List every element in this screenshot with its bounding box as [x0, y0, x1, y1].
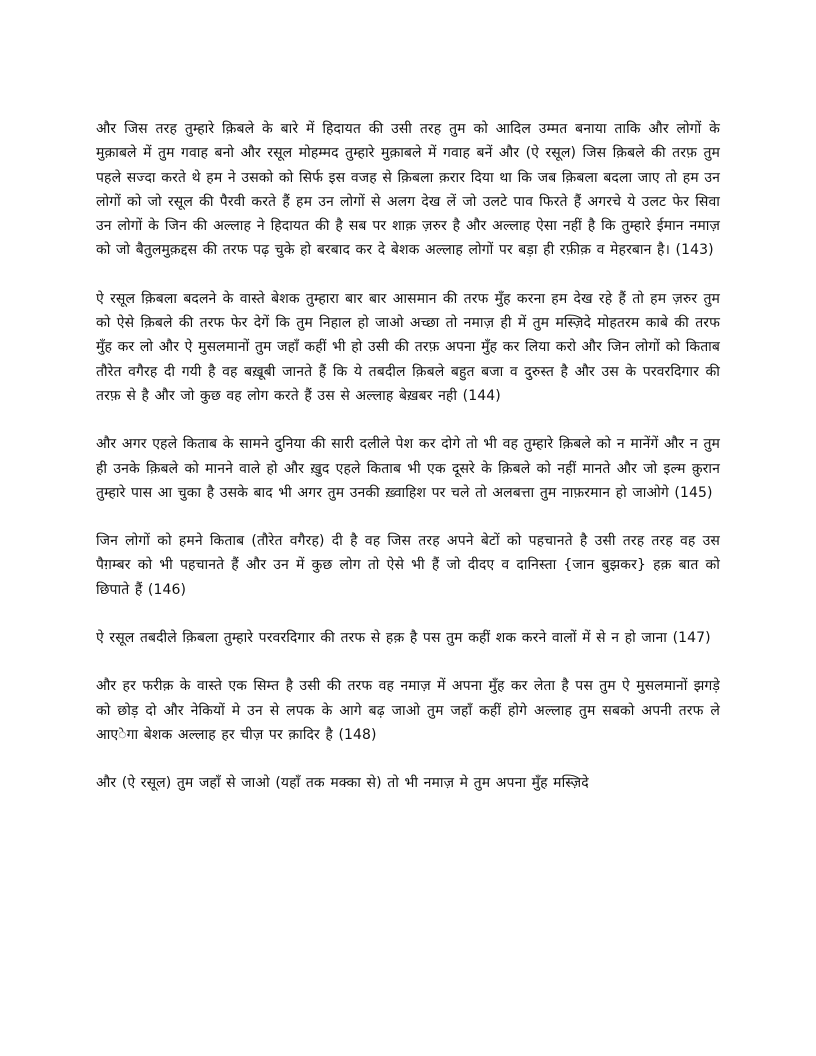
document-page [96, 117, 720, 796]
paragraph-verse-146: जिन लोगों को हमने किताब (तौरेत वगैरह) दी है वह जिस तरह अपने बेटों को पहचानते है उसी तरह तरह वह उस पैग़म्बर को भी पहचानते हैं और उन में कुछ लोग तो ऐसे भी हैं जो दीदए व दानिस्ता {जान बुझकर} हक़ बात को छिपाते हैं (146) [96, 533, 720, 598]
paragraph-verse-144: ऐ रसूल क़िबला बदलने के वास्ते बेशक तुम्हारा बार बार आसमान की तरफ मुँह करना हम देख रहे हैं तो हम ज़रुर तुम को ऐसे क़िबले की तरफ फेर देगें कि तुम निहाल हो जाओ अच्छा तो नमाज़ ही में तुम मस्ज़िदे मोहतरम काबे की तरफ मुँह कर लो और ऐ मुसलमानों तुम जहाँ कहीं भी हो उसी की तरफ़ अपना मुँह कर लिया करो और जिन लोगों को किताब तौरेत वगैरह दी गयी है वह बख़ूबी जानते हैं कि ये तबदील क़िबले बहुत बजा व दुरुस्त है और उस के परवरदिगार की तरफ़ से है और जो कुछ वह लोग करते हैं उस से अल्लाह बेख़बर नही (144) [96, 290, 720, 404]
paragraph-verse-143: और जिस तरह तुम्हारे क़िबले के बारे में हिदायत की उसी तरह तुम को आदिल उम्मत बनाया ताकि और लोगों के मुक़ाबले में तुम गवाह बनो और रसूल मोहम्मद तुम्हारे मुक़ाबले में गवाह बनें और (ऐ रसूल) जिस क़िबले की तरफ़ तुम पहले सज्दा करते थे हम ने उसको को सिर्फ इस वजह से क़िबला क़रार दिया था कि जब क़िबला बदला जाए तो हम उन लोगों को जो रसूल की पैरवी करते हैं हम उन लोगों से अलग देख लें जो उलटे पाव फिरते हैं अगरचे ये उलट फेर सिवा उन लोगों के जिन की अल्लाह ने हिदायत की है सब पर शाक़ ज़रुर है और अल्लाह ऐसा नहीं है कि तुम्हारे ईमान नमाज़ को जो बैतुलमुक़द्दस की तरफ पढ़ चुके हो बरबाद कर दे बेशक अल्लाह लोगों पर बड़ा ही रफ़ीक़ व मेहरबान है। (143) [96, 121, 720, 259]
paragraph-verse-149-start: और (ऐ रसूल) तुम जहाँ से जाओ (यहाँ तक मक्का से) तो भी नमाज़ मे तुम अपना मुँह मस्ज़िदे [96, 775, 589, 792]
paragraph-verse-145: और अगर एहले किताब के सामने दुनिया की सारी दलीले पेश कर दोगे तो भी वह तुम्हारे क़िबले को न मानेंगें और न तुम ही उनके क़िबले को मानने वाले हो और ख़ुद एहले किताब भी एक दूसरे के क़िबले को नहीं मानते और जो इल्म क़ुरान तुम्हारे पास आ चुका है उसके बाद भी अगर तुम उनकी ख़्वाहिश पर चले तो अलबत्ता तुम नाफ़रमान हो जाओगे (145) [96, 436, 720, 501]
paragraph-verse-148: और हर फरीक़ के वास्ते एक सिम्त है उसी की तरफ वह नमाज़ में अपना मुँह कर लेता है पस तुम ऐ मुसलमानों झगड़े को छोड़ दो और नेकियों मे उन से लपक के आगे बढ़ जाओ तुम जहाँ कहीं होगे अल्लाह तुम सबको अपनी तरफ ले आएेगा बेशक अल्लाह हर चीज़ पर क़ादिर है (148) [96, 678, 720, 743]
paragraph-verse-147: ऐ रसूल तबदीले क़िबला तुम्हारे परवरदिगार की तरफ से हक़ है पस तुम कहीं शक करने वालों में से न हो जाना (147) [96, 630, 711, 647]
